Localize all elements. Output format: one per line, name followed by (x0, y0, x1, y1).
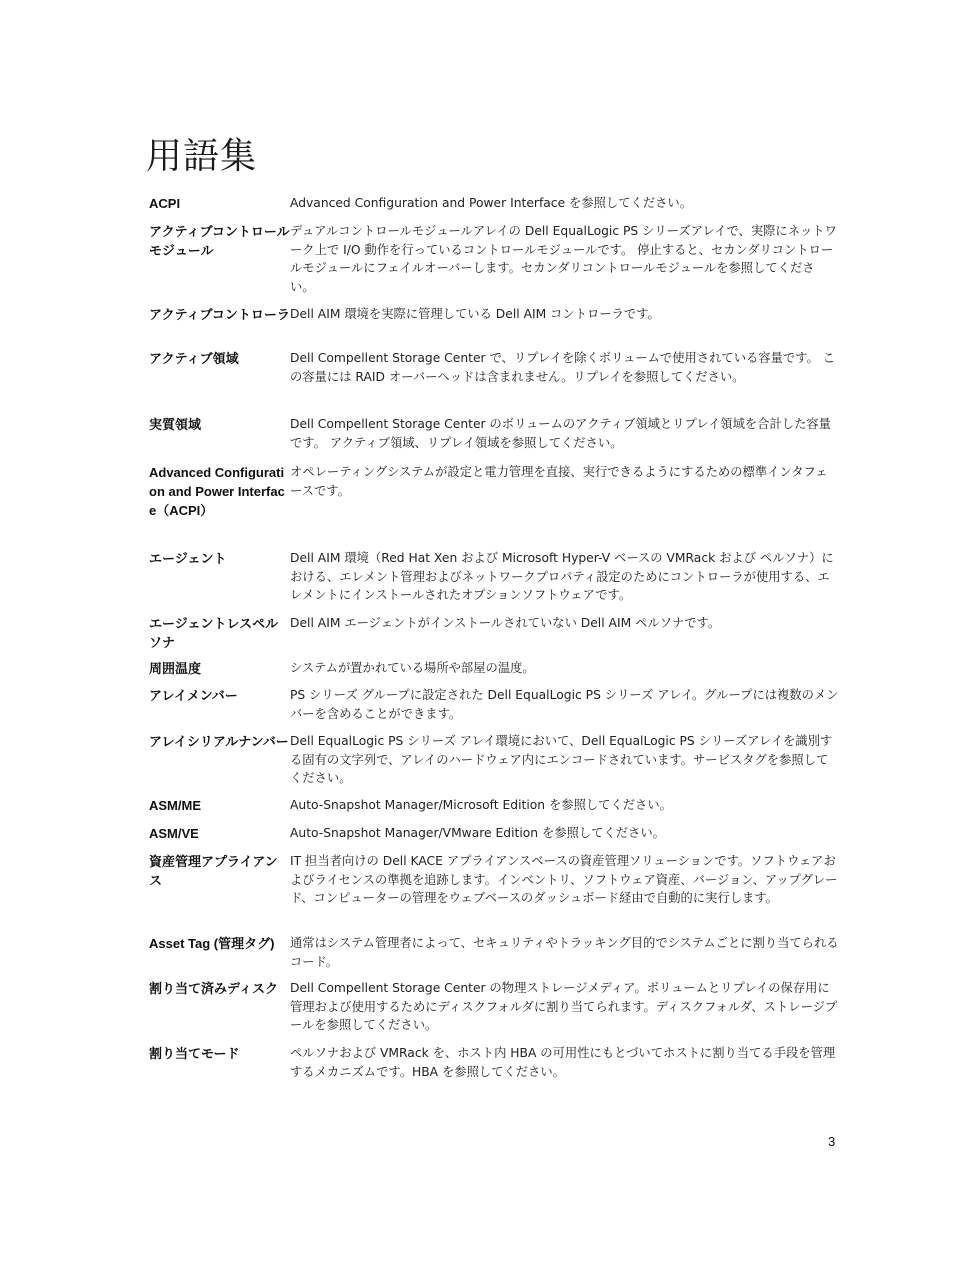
glossary-term: アレイメンバー (149, 688, 238, 703)
glossary-term: ACPI (149, 196, 181, 211)
glossary-term: アレイシリアルナンバー (149, 734, 289, 749)
glossary-entry (149, 614, 839, 659)
glossary-term: 実質領域 (149, 417, 202, 432)
glossary-definition: Advanced Configuration and Power Interface を参照してください。 (290, 196, 693, 210)
glossary-definition: Dell AIM 環境（Red Hat Xen および Microsoft Hyper-V ベースの VMRack および ペルソナ）における、エレメント管理およびネットワークプロパティ設定のためにコントローラが使用する、エレメントにインストールされたオプションソフトウェアです。 (290, 551, 834, 603)
glossary-term: 割り当てモード (149, 1046, 240, 1061)
glossary-term: Advanced Configuration and Power Interface（ACPI） (149, 465, 285, 518)
glossary-definition: システムが置かれている場所や部屋の温度。 (290, 661, 535, 675)
glossary-entry (149, 659, 839, 686)
glossary-term: 資産管理アプライアンス (149, 854, 278, 888)
glossary-term: 周囲温度 (149, 661, 202, 676)
glossary-definition: Dell Compellent Storage Center のボリュームのアクティブ領域とリプレイ領域を合計した容量です。 アクティブ領域、リプレイ領域を参照してください。 (290, 417, 831, 450)
glossary-term: エージェントレスペルソナ (149, 616, 279, 650)
glossary-definition: IT 担当者向けの Dell KACE アプライアンスベースの資産管理ソリューションです。ソフトウェアおよびライセンスの準拠を追跡します。インベントリ、ソフトウェア資産、バージョン、アップグレード、コンピューターの管理をウェブベースのダッシュボード経由で自動的に実行します。 (290, 854, 838, 906)
glossary-entry (149, 1044, 839, 1090)
glossary-list (149, 194, 839, 1090)
glossary-term: アクティブコントローラ (149, 307, 290, 322)
glossary-entry (149, 852, 839, 934)
glossary-entry (149, 796, 839, 824)
glossary-entry (149, 305, 839, 349)
glossary-entry (149, 934, 839, 979)
glossary-entry (149, 824, 839, 852)
page-number: 3 (828, 1134, 836, 1149)
glossary-definition: ペルソナおよび VMRack を、ホスト内 HBA の可用性にもとづいてホストに割り当てる手段を管理するメカニズムです。HBA を参照してください。 (290, 1046, 836, 1079)
glossary-term: Asset Tag (管理タグ) (149, 936, 275, 951)
glossary-definition: オペレーティングシステムが設定と電力管理を直接、実行できるようにするための標準インタフェースです。 (290, 465, 828, 498)
glossary-entry (149, 686, 839, 732)
glossary-entry (149, 415, 839, 463)
glossary-definition: 通常はシステム管理者によって、セキュリティやトラッキング目的でシステムごとに割り当てられるコード。 (290, 936, 839, 969)
glossary-term: アクティブ領域 (149, 351, 239, 366)
glossary-definition: Dell Compellent Storage Center で、リプレイを除くボリュームで使用されている容量です。 この容量には RAID オーバーヘッドは含まれません。リプレイを参照してください。 (290, 351, 835, 384)
glossary-entry (149, 549, 839, 614)
glossary-definition: Dell AIM エージェントがインストールされていない Dell AIM ペルソナです。 (290, 616, 721, 630)
glossary-definition: デュアルコントロールモジュールアレイの Dell EqualLogic PS シリーズアレイで、実際にネットワーク上で I/O 動作を行っているコントロールモジュールです。 停止すると、セカンダリコントロールモジュールにフェイルオーバーします。セカンダリコントロールモジュールを参照してください。 (290, 224, 837, 294)
page-title: 用語集 (146, 136, 258, 177)
glossary-definition: Auto-Snapshot Manager/VMware Edition を参照してください。 (290, 826, 665, 840)
glossary-definition: PS シリーズ グループに設定された Dell EqualLogic PS シリーズ アレイ。グループには複数のメンバーを含めることができます。 (290, 688, 839, 721)
glossary-term: ASM/VE (149, 826, 199, 841)
glossary-entry (149, 222, 839, 305)
glossary-term: 割り当て済みディスク (149, 981, 278, 996)
glossary-term: アクティブコントロールモジュール (149, 224, 290, 258)
glossary-entry (149, 194, 839, 222)
glossary-entry (149, 979, 839, 1044)
glossary-term: エージェント (149, 551, 227, 566)
glossary-entry (149, 732, 839, 796)
glossary-definition: Dell EqualLogic PS シリーズ アレイ環境において、Dell EqualLogic PS シリーズアレイを識別する固有の文字列で、アレイのハードウェア内にエンコードされています。サービスタグを参照してください。 (290, 734, 833, 786)
glossary-definition: Dell Compellent Storage Center の物理ストレージメディア。ボリュームとリプレイの保存用に管理および使用するためにディスクフォルダに割り当てられます。ディスクフォルダ、ストレージプールを参照してください。 (290, 981, 838, 1033)
glossary-entry (149, 349, 839, 415)
glossary-definition: Auto-Snapshot Manager/Microsoft Edition を参照してください。 (290, 798, 672, 812)
glossary-term: ASM/ME (149, 798, 201, 813)
glossary-entry (149, 463, 839, 549)
glossary-definition: Dell AIM 環境を実際に管理している Dell AIM コントローラです。 (290, 307, 660, 321)
